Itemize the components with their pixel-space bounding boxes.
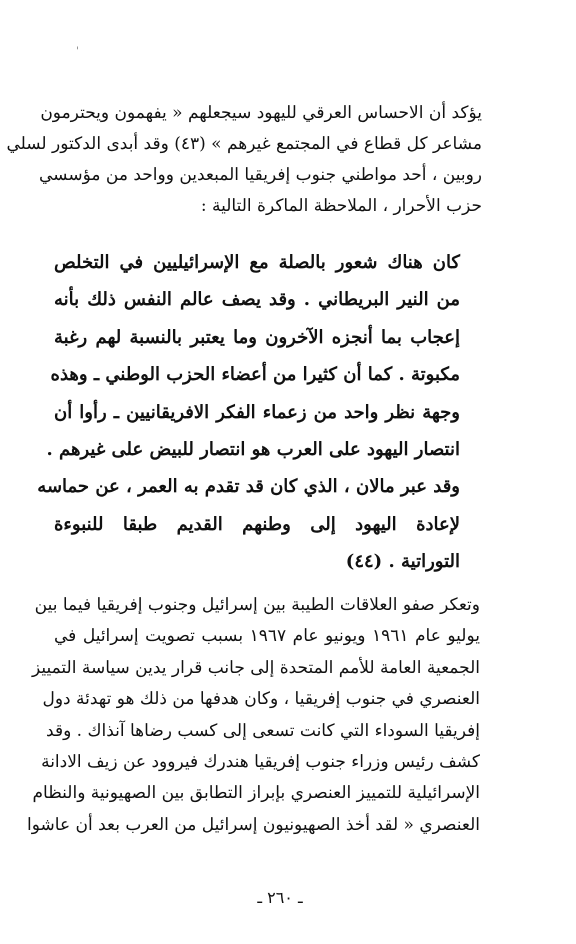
scan-mark: ' [76,46,79,57]
quote-line: من النير البريطاني . وقد يصف عالم النفس ذلك بأنه [54,289,460,311]
paragraph-2-line: وتعكر صفو العلاقات الطيبة بين إسرائيل وجنوب إفريقيا فيما بين [34,595,480,615]
paragraph-1-line: يؤكد أن الاحساس العرقي لليهود سيجعلهم « يفهمون ويحترمون [40,103,482,123]
quote-line: التوراتية . (٤٤) [345,551,460,573]
quote-line: لإعادة اليهود إلى وطنهم القديم طبقا للنبوءة [54,513,460,535]
quote-line: مكبوتة . كما أن كثيرا من أعضاء الحزب الوطني ـ وهذه [50,364,460,386]
paragraph-2-line: كشف رئيس وزراء جنوب إفريقيا هندرك فيروود عن زيف الادانة [41,751,480,772]
paragraph-1 [6,98,482,222]
quote-line: كان هناك شعور بالصلة مع الإسرائيليين في التخلص [54,252,460,273]
quote-line: إعجاب بما أنجزه الآخرون وما يعتبر بالنسبة لهم رغبة [54,326,460,348]
page-number: ـ ٢٦٠ ـ [257,888,303,907]
quote-line: انتصار اليهود على العرب هو انتصار للبيض على غيرهم . [46,438,460,460]
paragraph-1-line: روبين ، أحد مواطني جنوب إفريقيا المبعدين وواحد من مؤسسي [39,165,482,185]
paragraph-1-line: حزب الأحرار ، الملاحظة الماكرة التالية : [200,196,482,216]
paragraph-2-line: الإسرائيلية للتمييز العنصري بإبراز التطابق بين الصهيونية والنظام [32,783,480,804]
paragraph-2-line: يوليو عام ١٩٦١ ويونيو عام ١٩٦٧ بسبب تصويت إسرائيل في [54,626,480,647]
paragraph-1-line: مشاعر كل قطاع في المجتمع غيرهم » (٤٣) وقد أبدى الدكتور لسلي [6,134,482,154]
paragraph-2-line: الجمعية العامة للأمم المتحدة إلى جانب قرار يدين سياسة التمييز [31,657,480,678]
quote-line: وجهة نظر واحد من زعماء الفكر الافريقانيين ـ رأوا أن [54,401,460,423]
block-quote [37,244,460,581]
paragraph-2-line: العنصري « لقد أخذ الصهيونيون إسرائيل من العرب بعد أن عاشوا [27,814,480,835]
paragraph-2-line: إفريقيا السوداء التي كانت تسعى إلى كسب رضاها آنذاك . وقد [46,720,480,741]
quote-line: وقد عبر مالان ، الذي كان قد تقدم به العمر ، عن حماسه [37,476,460,498]
paragraph-2 [27,590,480,841]
paragraph-2-line: العنصري في جنوب إفريقيا ، وكان هدفها من ذلك هو تهدئة دول [42,689,480,710]
